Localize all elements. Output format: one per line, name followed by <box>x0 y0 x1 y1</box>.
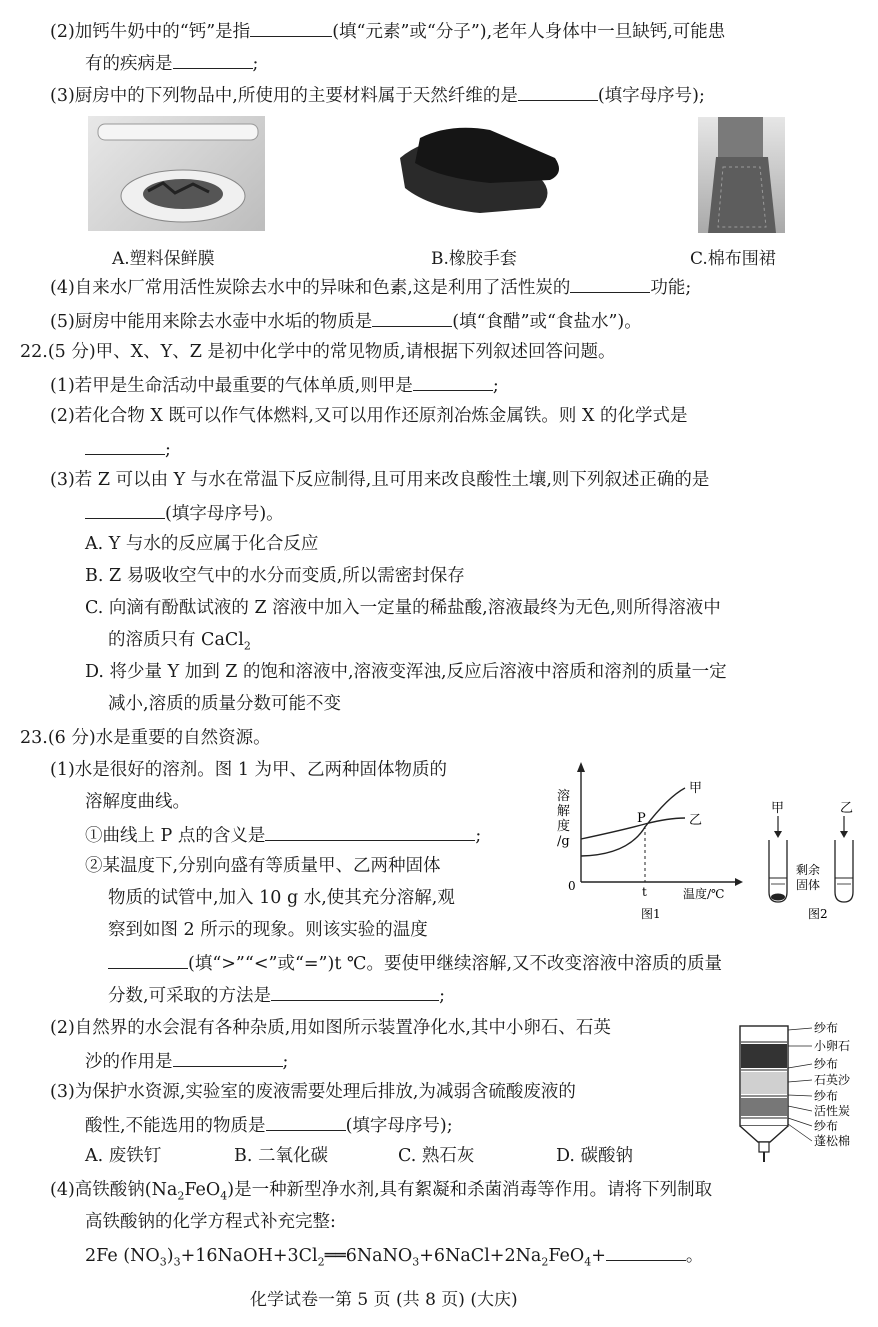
answer-blank[interactable] <box>108 950 188 969</box>
answer-blank[interactable] <box>606 1242 686 1261</box>
q22-option-a: A. Y 与水的反应属于化合反应 <box>85 534 319 554</box>
q22-option-d-line1: D. 将少量 Y 加到 Z 的饱和溶液中,溶液变浑浊,反应后溶液中溶质和溶剂的质量一定 <box>85 662 727 682</box>
y-label-3: 度 <box>557 819 571 834</box>
answer-blank[interactable] <box>413 372 493 391</box>
q21-part2-line2: 有的疾病是 ; <box>85 50 258 76</box>
tube-label-yi: 乙 <box>840 801 854 816</box>
curve-jia <box>581 788 685 856</box>
curve-yi <box>581 818 685 839</box>
q23-part1-line2: 溶解度曲线。 <box>85 792 190 812</box>
chemical-equation: 2Fe $(NO_3)_3+16NaOH+3Cl_2══6NaNO_3+6NaCl+2Na_2FeO_4+$ 。 <box>85 1242 703 1275</box>
q23-option-a: A. 废铁钉 <box>85 1146 162 1166</box>
q23-part1-line1: (1)水是很好的溶剂。图 1 为甲、乙两种固体物质的 <box>50 760 448 780</box>
test-tubes-figure <box>756 794 866 932</box>
carbon-layer <box>741 1098 787 1116</box>
q23-part3-line1: (3)为保护水资源,实验室的废液需要处理后排放,为减弱含硫酸废液的 <box>50 1082 576 1102</box>
sand-layer <box>741 1072 787 1094</box>
answer-blank[interactable] <box>570 274 650 293</box>
q23-title: 23.(6 分)水是重要的自然资源。 <box>20 728 271 748</box>
q22-part1: (1)若甲是生命活动中最重要的气体单质,则甲是 ; <box>50 372 499 398</box>
water-filter-figure <box>730 1016 870 1166</box>
q22-option-d-line2: 减小,溶质的质量分数可能不变 <box>108 694 342 714</box>
figure-2-caption: 图2 <box>808 907 828 921</box>
residue-label-1: 剩余 <box>796 863 821 877</box>
pebble-layer <box>741 1044 787 1068</box>
q23-part2-line2: 沙的作用是 ; <box>85 1048 288 1074</box>
q23-option-c: C. 熟石灰 <box>398 1146 475 1166</box>
q21-part2-line1: (2)加钙牛奶中的“钙”是指 (填“元素”或“分子”),老年人身体中一旦缺钙,可能患 <box>50 18 725 44</box>
q23-part4-line2: 高铁酸钠的化学方程式补充完整: <box>85 1212 336 1232</box>
photo-caption-b: B.橡胶手套 <box>431 249 517 269</box>
cotton-apron-photo <box>698 117 785 233</box>
answer-blank[interactable] <box>372 308 452 327</box>
y-label-4: /g <box>557 834 570 849</box>
filter-label-4: 石英沙 <box>814 1073 851 1087</box>
q23-part1-sub2-line2: 物质的试管中,加入 10 g 水,使其充分溶解,观 <box>108 888 455 908</box>
q22-title: 22.(5 分)甲、X、Y、Z 是初中化学中的常见物质,请根据下列叙述回答问题。 <box>20 342 616 362</box>
answer-blank[interactable] <box>266 1112 346 1131</box>
answer-blank[interactable] <box>173 1048 283 1067</box>
q23-part2-line1: (2)自然界的水会混有各种杂质,用如图所示装置净化水,其中小卵石、石英 <box>50 1018 611 1038</box>
q23-option-b: B. 二氧化碳 <box>234 1146 328 1166</box>
y-label-2: 解 <box>557 804 571 819</box>
answer-blank[interactable] <box>518 82 598 101</box>
q22-part3-line1: (3)若 Z 可以由 Y 与水在常温下反应制得,且可用来改良酸性土壤,则下列叙述正确的是 <box>50 470 710 490</box>
x-axis-arrow <box>735 878 743 886</box>
photo-caption-c: C.棉布围裙 <box>690 249 776 269</box>
series-label-yi: 乙 <box>689 813 703 828</box>
point-p-label: P <box>637 811 646 826</box>
q23-part1-sub2-line4: (填“>”“<”或“=”)t ℃。要使甲继续溶解,又不改变溶液中溶质的质量 <box>108 950 722 976</box>
tube-label-jia: 甲 <box>771 801 785 816</box>
q22-option-c-line2: 的溶质只有 CaCl$_2$ <box>108 630 251 653</box>
answer-blank[interactable] <box>85 436 165 455</box>
y-label-1: 溶 <box>557 789 571 804</box>
filter-label-3: 纱布 <box>814 1057 839 1071</box>
q22-option-c-line1: C. 向滴有酚酞试液的 Z 溶液中加入一定量的稀盐酸,溶液最终为无色,则所得溶液中 <box>85 598 721 618</box>
answer-blank[interactable] <box>265 822 475 841</box>
q22-part2-line2: ; <box>85 436 171 462</box>
q23-part1-sub1: ①曲线上 P 点的含义是 ; <box>85 822 481 848</box>
origin-label: 0 <box>568 879 576 893</box>
figure-1-caption: 图1 <box>641 907 661 921</box>
q23-option-d: D. 碳酸钠 <box>556 1146 634 1166</box>
q22-part2-line1: (2)若化合物 X 既可以作气体燃料,又可以用作还原剂冶炼金属铁。则 X 的化学式是 <box>50 406 688 426</box>
filter-label-6: 活性炭 <box>814 1104 851 1118</box>
tube-yi <box>835 840 853 902</box>
photo-caption-a: A.塑料保鲜膜 <box>112 249 215 269</box>
residue-label-2: 固体 <box>796 878 821 892</box>
q21-part3: (3)厨房中的下列物品中,所使用的主要材料属于天然纤维的是 (填字母序号); <box>50 82 705 108</box>
q21-part4: (4)自来水厂常用活性炭除去水中的异味和色素,这是利用了活性炭的 功能; <box>50 274 691 300</box>
q22-part3-line2: (填字母序号)。 <box>85 500 284 526</box>
q23-part1-sub2-line5: 分数,可采取的方法是 ; <box>108 982 445 1008</box>
q23-part4-line1: (4)高铁酸钠$(Na_2FeO_4)$是一种新型净水剂,具有絮凝和杀菌消毒等作用。请将下列制取 <box>50 1180 713 1203</box>
answer-blank[interactable] <box>271 982 439 1001</box>
answer-blank[interactable] <box>173 50 253 69</box>
filter-label-7: 纱布 <box>814 1119 839 1133</box>
tube-jia <box>769 840 787 902</box>
residue-solid <box>771 894 785 901</box>
rubber-gloves-photo <box>390 118 568 230</box>
q22-option-b: B. Z 易吸收空气中的水分而变质,所以需密封保存 <box>85 566 465 586</box>
filter-label-2: 小卵石 <box>814 1039 851 1053</box>
q21-part5: (5)厨房中能用来除去水壶中水垢的物质是 (填“食醋”或“食盐水”)。 <box>50 308 642 334</box>
tick-t-label: t <box>642 885 647 899</box>
series-label-jia: 甲 <box>689 781 703 796</box>
plastic-wrap-photo <box>88 116 265 231</box>
q23-part3-line2: 酸性,不能选用的物质是 (填字母序号); <box>85 1112 453 1138</box>
answer-blank[interactable] <box>85 500 165 519</box>
y-axis-arrow <box>577 762 585 772</box>
q23-part1-sub2-line1: ②某温度下,分别向盛有等质量甲、乙两种固体 <box>85 856 441 876</box>
filter-label-5: 纱布 <box>814 1089 839 1103</box>
q23-part1-sub2-line3: 察到如图 2 所示的现象。则该实验的温度 <box>108 920 428 940</box>
page-footer: 化学试卷一第 5 页 (共 8 页) (大庆) <box>250 1290 518 1310</box>
filter-label-8: 蓬松棉 <box>814 1134 851 1148</box>
x-axis-label: 温度/℃ <box>683 887 725 901</box>
answer-blank[interactable] <box>250 18 332 37</box>
filter-label-1: 纱布 <box>814 1021 839 1035</box>
solubility-curve-figure <box>553 762 743 930</box>
